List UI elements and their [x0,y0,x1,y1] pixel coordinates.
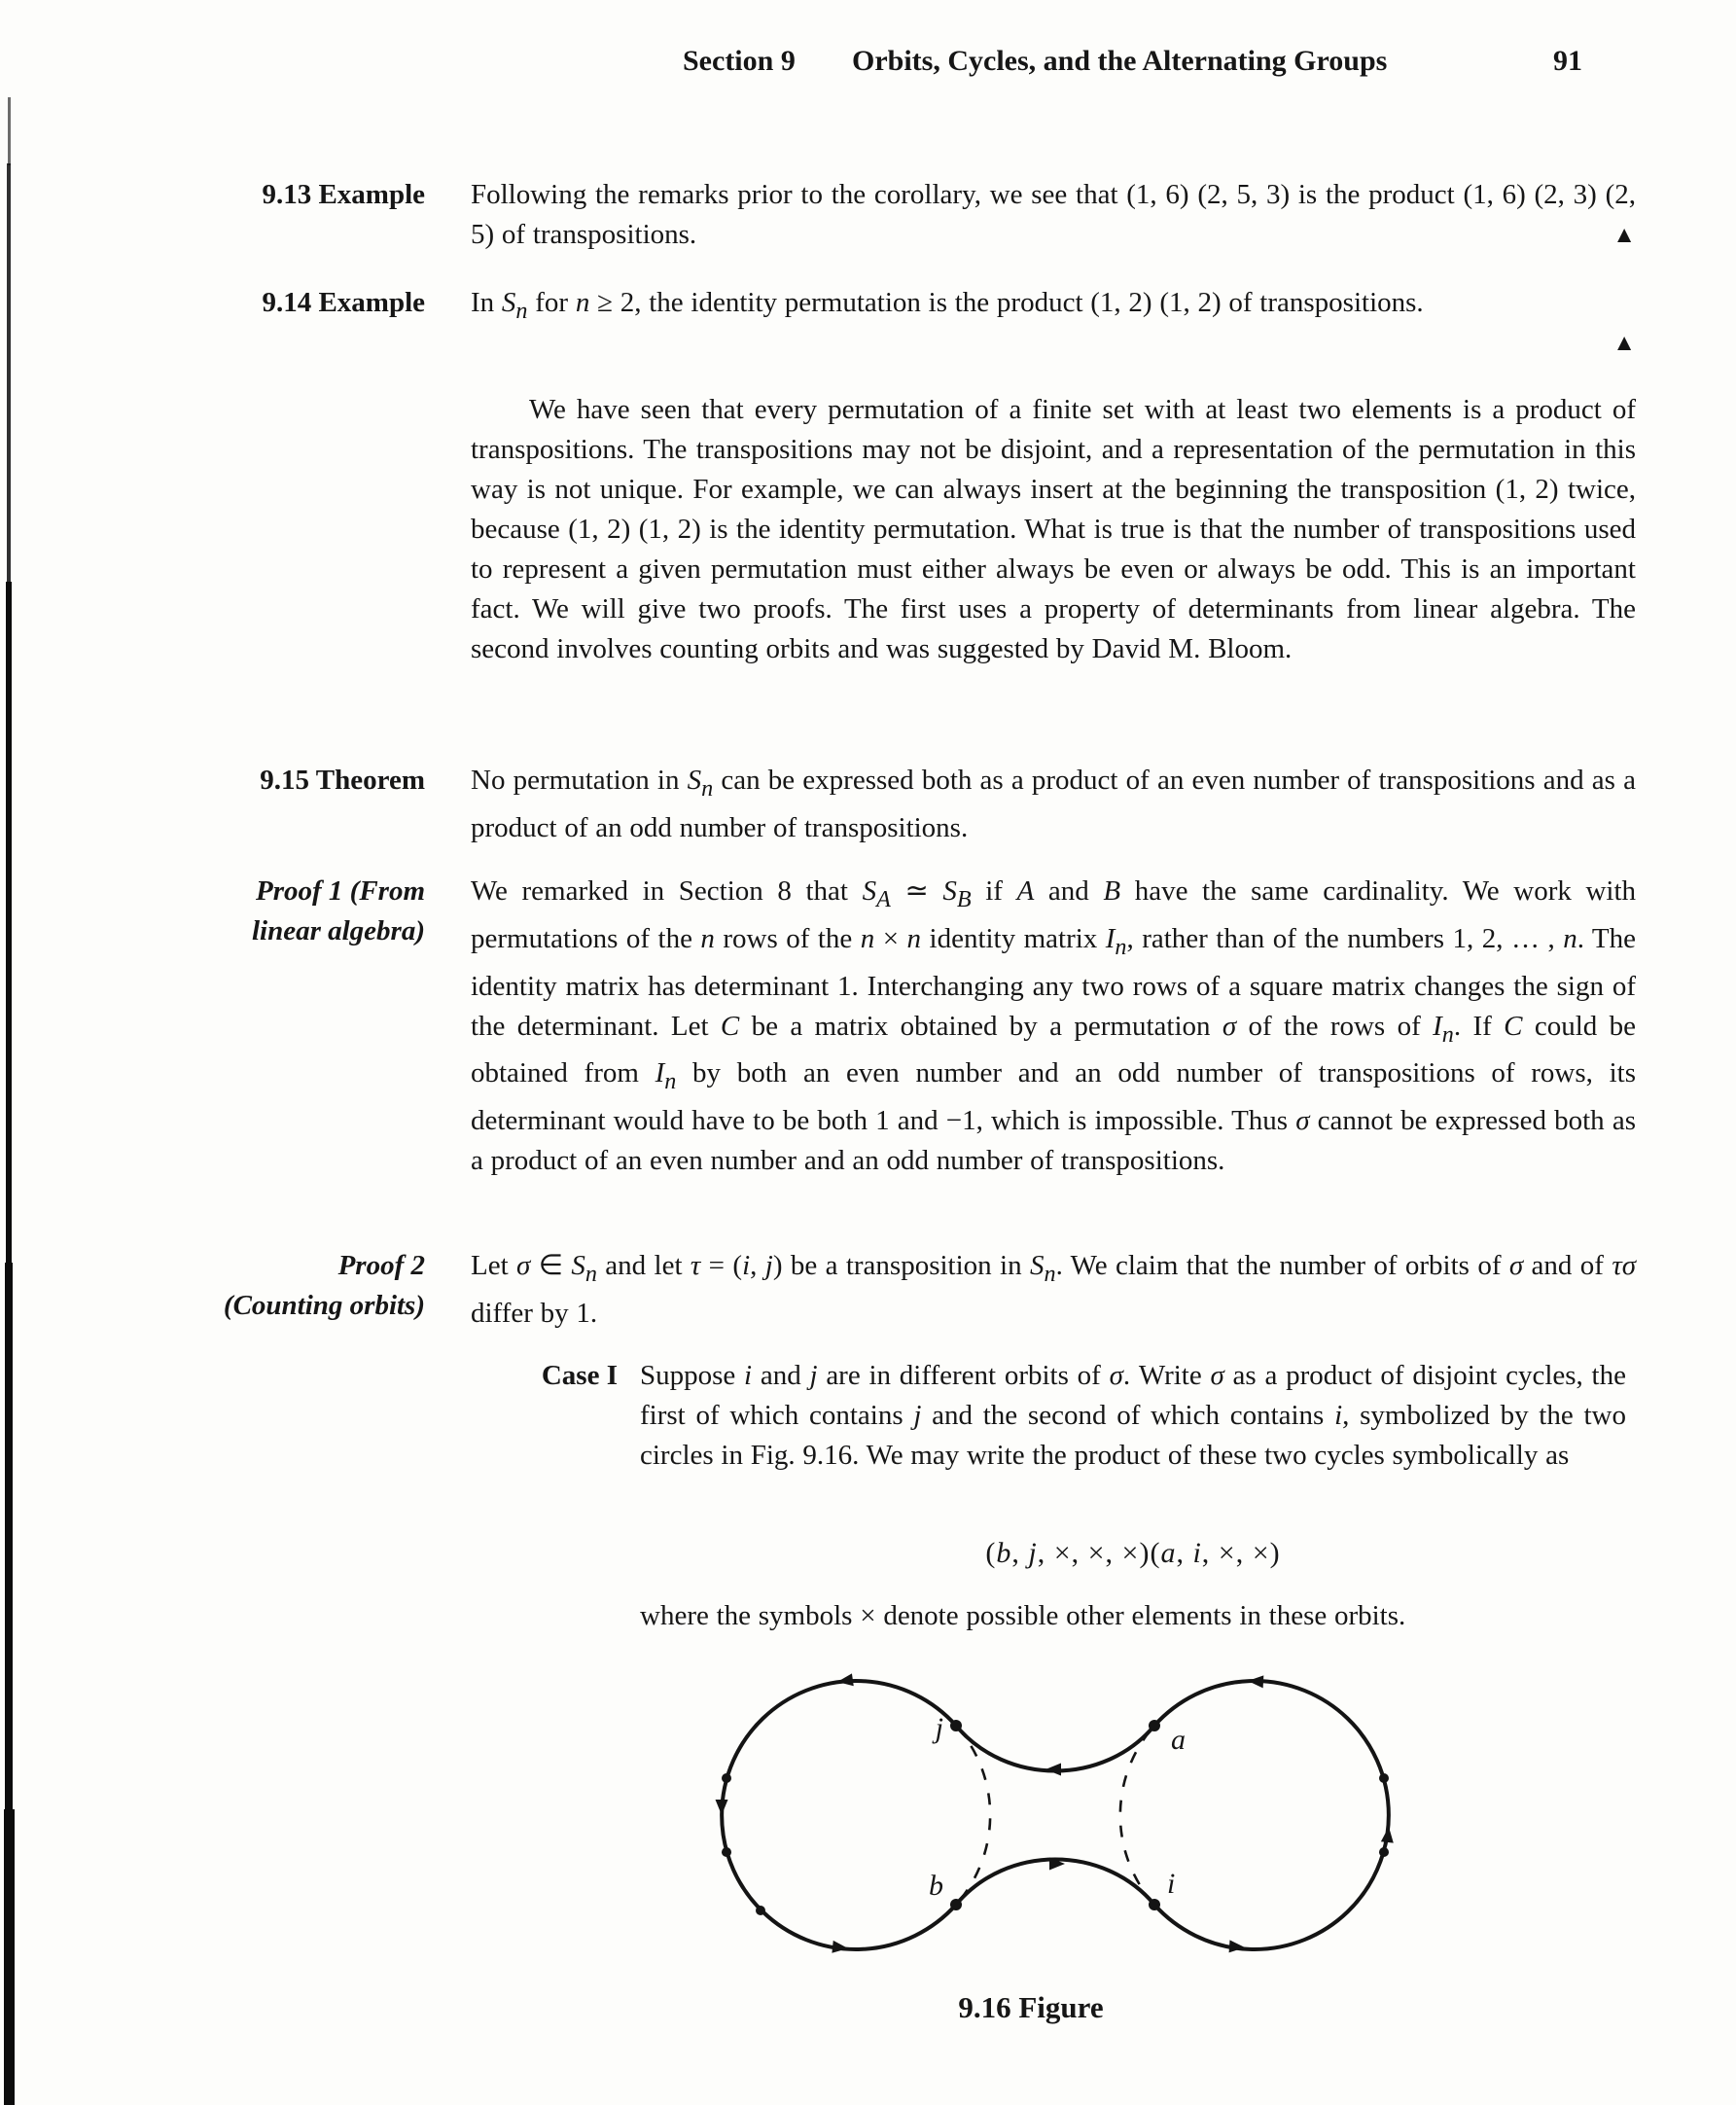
example-914-label: 9.14 Example [262,287,425,318]
proof1-label-line1: Proof 1 (From [256,875,425,907]
top-connector-arc [956,1726,1154,1771]
example-913-label: 9.13 Example [262,179,425,210]
arrow-icon [1045,1764,1061,1776]
scan-artifact-bar [5,1263,13,1809]
paragraph-text: We have seen that every permutation of a finite set with at least two elements is a product of transpositions. The transpositions may not be disjoint, and a representation of the permutation in this way is not unique. For example, we can always insert at the beginning the transposition (1, 2) twice, because (1, 2) (1, 2) is the identity permutation. What is true is that the number of transpositions used to represent a given permutation must either always be even or always be odd. This is an important fact. We will give two proofs. The first uses a property of determinants from linear algebra. The second involves counting orbits and was suggested by David M. Bloom. [471,394,1636,664]
header-page-number: 91 [1553,45,1582,77]
example-end-marker: ▲ [1612,223,1636,248]
figure-caption: 9.16 Figure [958,1990,1104,2024]
case1-body: Suppose i and j are in different orbits of σ. Write σ as a product of disjoint cycles, the first of which contains j and the second of which contains i, symbolized by the two circles in Fig. 9.16. We may write the product of these two cycles symbolically as [640,1360,1626,1471]
case1-label: Case I [541,1360,618,1391]
scan-artifact-bar [4,1809,15,2105]
arrow-icon [1229,1940,1246,1953]
flow-arrows [716,1673,1396,1954]
point-unlabeled [756,1906,765,1915]
scan-artifact-bar [7,163,11,582]
point-label-b: b [929,1870,943,1902]
point-a [1149,1720,1160,1731]
header-title: Orbits, Cycles, and the Alternating Groups [852,45,1388,77]
arrow-icon [1381,1826,1396,1842]
example-914-body: In $S_n$ for n ≥ 2, the identity permutation is the product (1, 2) (1, 2) of transpositions. [471,287,1424,324]
arrow-icon [1248,1675,1264,1689]
orbit-points [722,1720,1389,1915]
scan-artifact-bar [6,582,12,1263]
point-j [950,1720,962,1731]
proof2-body: Let σ ∈ $S_n$ and let τ = (i, j) be a transposition in $S_n$. We claim that the number of orbits of σ and of τσ differ by 1. [471,1250,1637,1329]
right-orbit-circle [1154,1681,1389,1949]
display-math: (b, j, ×, ×, ×)(a, i, ×, ×) [985,1537,1281,1569]
point-i [1149,1899,1160,1910]
point-unlabeled [1379,1773,1389,1783]
arrow-icon [832,1941,848,1955]
theorem-915-body: No permutation in $S_n$ can be expressed both as a product of an even number of transpositions and as a product of an odd number of transpositions. [471,765,1636,843]
proof1-label-line2: linear algebra) [251,915,425,946]
arrow-icon [716,1800,728,1815]
point-label-i: i [1167,1868,1176,1900]
point-label-a: a [1171,1724,1186,1756]
orbit-figure [710,1669,1400,1961]
point-unlabeled [1379,1847,1389,1857]
proof2-label-line1: Proof 2 [337,1250,425,1281]
point-label-j: j [935,1712,943,1744]
example-end-marker: ▲ [1612,331,1636,356]
header-section-label: Section 9 [683,45,796,77]
scan-artifact-bar [8,97,11,165]
where-line: where the symbols × denote possible other elements in these orbits. [640,1600,1406,1631]
point-unlabeled [722,1773,731,1783]
paragraph-transpositions [471,390,1636,669]
proof1-body: We remarked in Section 8 that $S_A$ ≃ $S_B$ if A and B have the same cardinality. We work with permutations of the n rows of the n × n identity matrix $I_n$, rather than of the numbers 1, 2, … , n. The identity matrix has determinant 1. Interchanging any two rows of a square matrix changes the sign of the determinant. Let C be a matrix obtained by a permutation σ of the rows of $I_n$. If C could be obtained from $I_n$ by both an even number and an odd number of transpositions of rows, its determinant would have to be both 1 and −1, which is impossible. Thus σ cannot be expressed both as a product of an even number and an odd number of transpositions. [471,875,1637,1177]
theorem-915-label: 9.15 Theorem [260,765,425,796]
point-b [950,1899,962,1910]
point-unlabeled [722,1847,731,1857]
proof2-label-line2: (Counting orbits) [223,1290,425,1321]
example-913-body: Following the remarks prior to the corollary, we see that (1, 6) (2, 5, 3) is the product (1, 6) (2, 3) (2, 5) of transpositions. [471,179,1636,250]
